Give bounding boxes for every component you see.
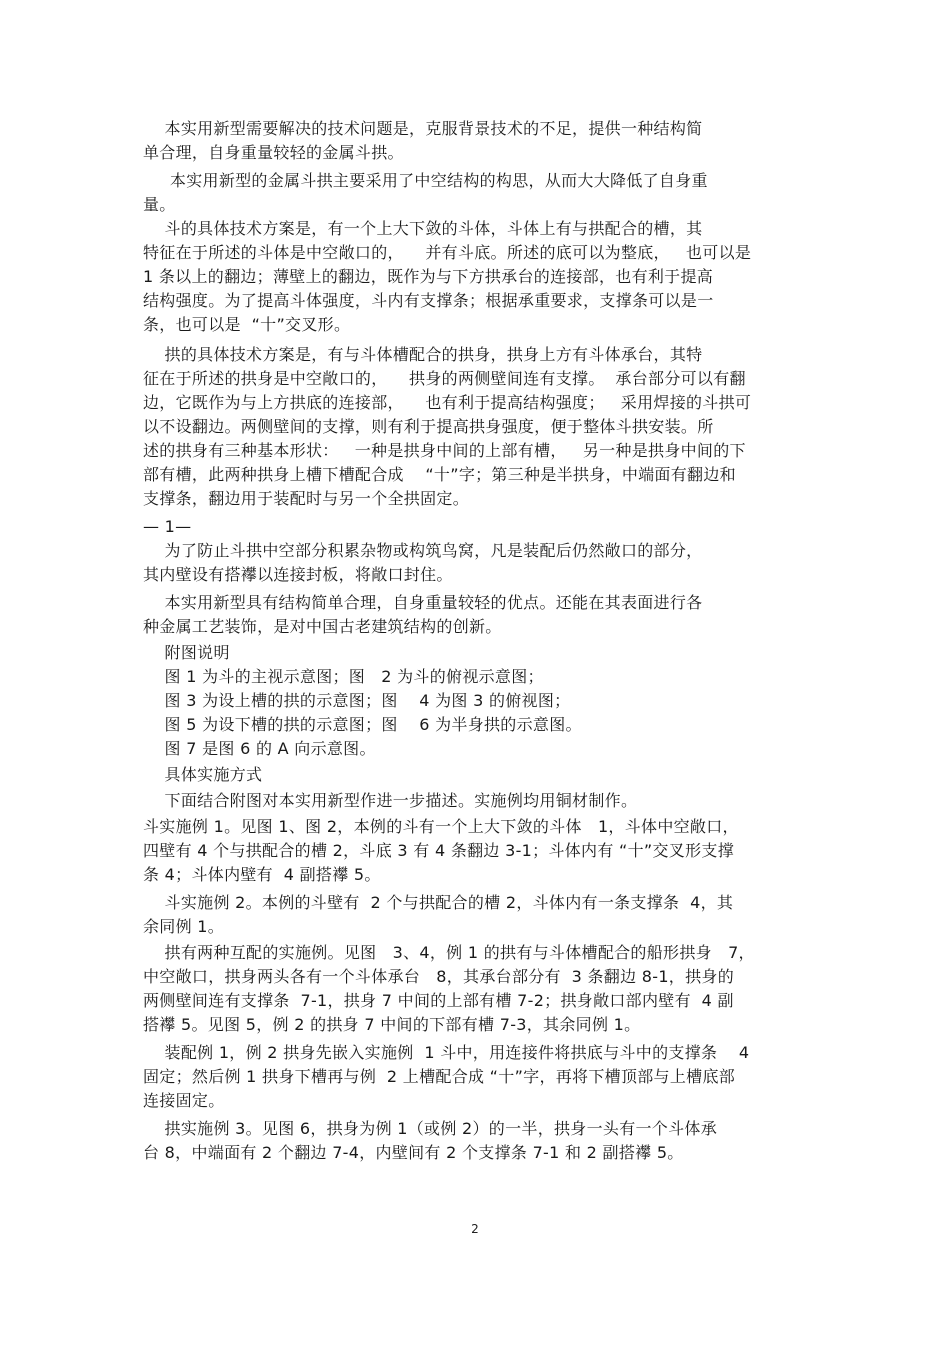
text-line: 本实用新型需要解决的技术问题是，克服背景技术的不足，提供一种结构简 <box>143 119 703 138</box>
text-line: 1 条以上的翻边；薄壁上的翻边，既作为与下方拱承台的连接部，也有利于提高 <box>143 267 714 286</box>
text-line: 部有槽，此两种拱身上槽下槽配合成 “十”字；第三种是半拱身，中端面有翻边和 <box>143 465 736 484</box>
text-line: 中空敞口，拱身两头各有一个斗体承台 8，其承台部分有 3 条翻边 8-1，拱身的 <box>143 967 734 986</box>
text-line: 拱的具体技术方案是，有与斗体槽配合的拱身，拱身上方有斗体承台，其特 <box>143 345 703 364</box>
text-line: 具体实施方式 <box>143 765 263 784</box>
text-line: 征在于所述的拱身是中空敞口的， 拱身的两侧壁间连有支撑。 承台部分可以有翻 <box>143 369 746 388</box>
text-line: 斗的具体技术方案是，有一个上大下敛的斗体，斗体上有与拱配合的槽，其 <box>143 219 703 238</box>
text-line: 固定；然后例 1 拱身下槽再与例 2 上槽配合成 “十”字，再将下槽顶部与上槽底部 <box>143 1067 736 1086</box>
text-line: 为了防止斗拱中空部分积累杂物或构筑鸟窝，凡是装配后仍然敞口的部分， <box>143 541 703 560</box>
text-line: 四壁有 4 个与拱配合的槽 2，斗底 3 有 4 条翻边 3-1；斗体内有 “十”交叉形支撑 <box>143 841 735 860</box>
text-line: 拱实施例 3。见图 6，拱身为例 1（或例 2）的一半，拱身一头有一个斗体承 <box>143 1119 718 1138</box>
text-line: 量。 <box>143 195 176 214</box>
text-line: 台 8，中端面有 2 个翻边 7-4，内壁间有 2 个支撑条 7-1 和 2 副搭襻 5。 <box>143 1143 684 1162</box>
text-line: 以不设翻边。两侧壁间的支撑，则有利于提高拱身强度，便于整体斗拱安装。所 <box>143 417 714 436</box>
text-line: 两侧壁间连有支撑条 7-1，拱身 7 中间的上部有槽 7-2；拱身敞口部内壁有 4 副 <box>143 991 734 1010</box>
text-line: 连接固定。 <box>143 1091 225 1110</box>
text-line: 条 4；斗体内壁有 4 副搭襻 5。 <box>143 865 381 884</box>
text-line: 其内壁设有搭襻以连接封板，将敞口封住。 <box>143 565 453 584</box>
text-line: 边，它既作为与上方拱底的连接部， 也有利于提高结构强度； 采用焊接的斗拱可 <box>143 393 752 412</box>
text-line: 本实用新型的金属斗拱主要采用了中空结构的构思，从而大大降低了自身重 <box>143 171 708 190</box>
text-line: 图 1 为斗的主视示意图；图 2 为斗的俯视示意图； <box>143 667 544 686</box>
text-line: 述的拱身有三种基本形状： 一种是拱身中间的上部有槽， 另一种是拱身中间的下 <box>143 441 746 460</box>
text-line: 搭襻 5。见图 5，例 2 的拱身 7 中间的下部有槽 7-3，其余同例 1。 <box>143 1015 641 1034</box>
text-line: 斗实施例 1。见图 1、图 2，本例的斗有一个上大下敛的斗体 1，斗体中空敞口， <box>143 817 739 836</box>
text-line: 支撑条，翻边用于装配时与另一个全拱固定。 <box>143 489 470 508</box>
page-marker: — 1— <box>143 517 192 536</box>
text-line: 结构强度。为了提高斗体强度，斗内有支撑条；根据承重要求，支撑条可以是一 <box>143 291 714 310</box>
text-line: 装配例 1，例 2 拱身先嵌入实施例 1 斗中，用连接件将拱底与斗中的支撑条 4 <box>143 1043 750 1062</box>
text-line: 余同例 1。 <box>143 917 225 936</box>
text-line: 附图说明 <box>143 643 230 662</box>
page-number: 2 <box>471 1222 479 1236</box>
text-line: 斗实施例 2。本例的斗壁有 2 个与拱配合的槽 2，斗体内有一条支撑条 4，其 <box>143 893 734 912</box>
text-line: 种金属工艺装饰，是对中国古老建筑结构的创新。 <box>143 617 502 636</box>
text-line: 图 7 是图 6 的 A 向示意图。 <box>143 739 376 758</box>
text-line: 图 5 为设下槽的拱的示意图；图 6 为半身拱的示意图。 <box>143 715 582 734</box>
text-line: 图 3 为设上槽的拱的示意图；图 4 为图 3 的俯视图； <box>143 691 571 710</box>
text-line: 拱有两种互配的实施例。见图 3、4，例 1 的拱有与斗体槽配合的船形拱身 7， <box>143 943 755 962</box>
text-line: 条，也可以是 “十”交叉形。 <box>143 315 351 334</box>
text-line: 特征在于所述的斗体是中空敞口的， 并有斗底。所述的底可以为整底， 也可以是 <box>143 243 752 262</box>
text-line: 单合理，自身重量较轻的金属斗拱。 <box>143 143 404 162</box>
text-line: 本实用新型具有结构简单合理，自身重量较轻的优点。还能在其表面进行各 <box>143 593 703 612</box>
text-line: 下面结合附图对本实用新型作进一步描述。实施例均用铜材制作。 <box>143 791 638 810</box>
